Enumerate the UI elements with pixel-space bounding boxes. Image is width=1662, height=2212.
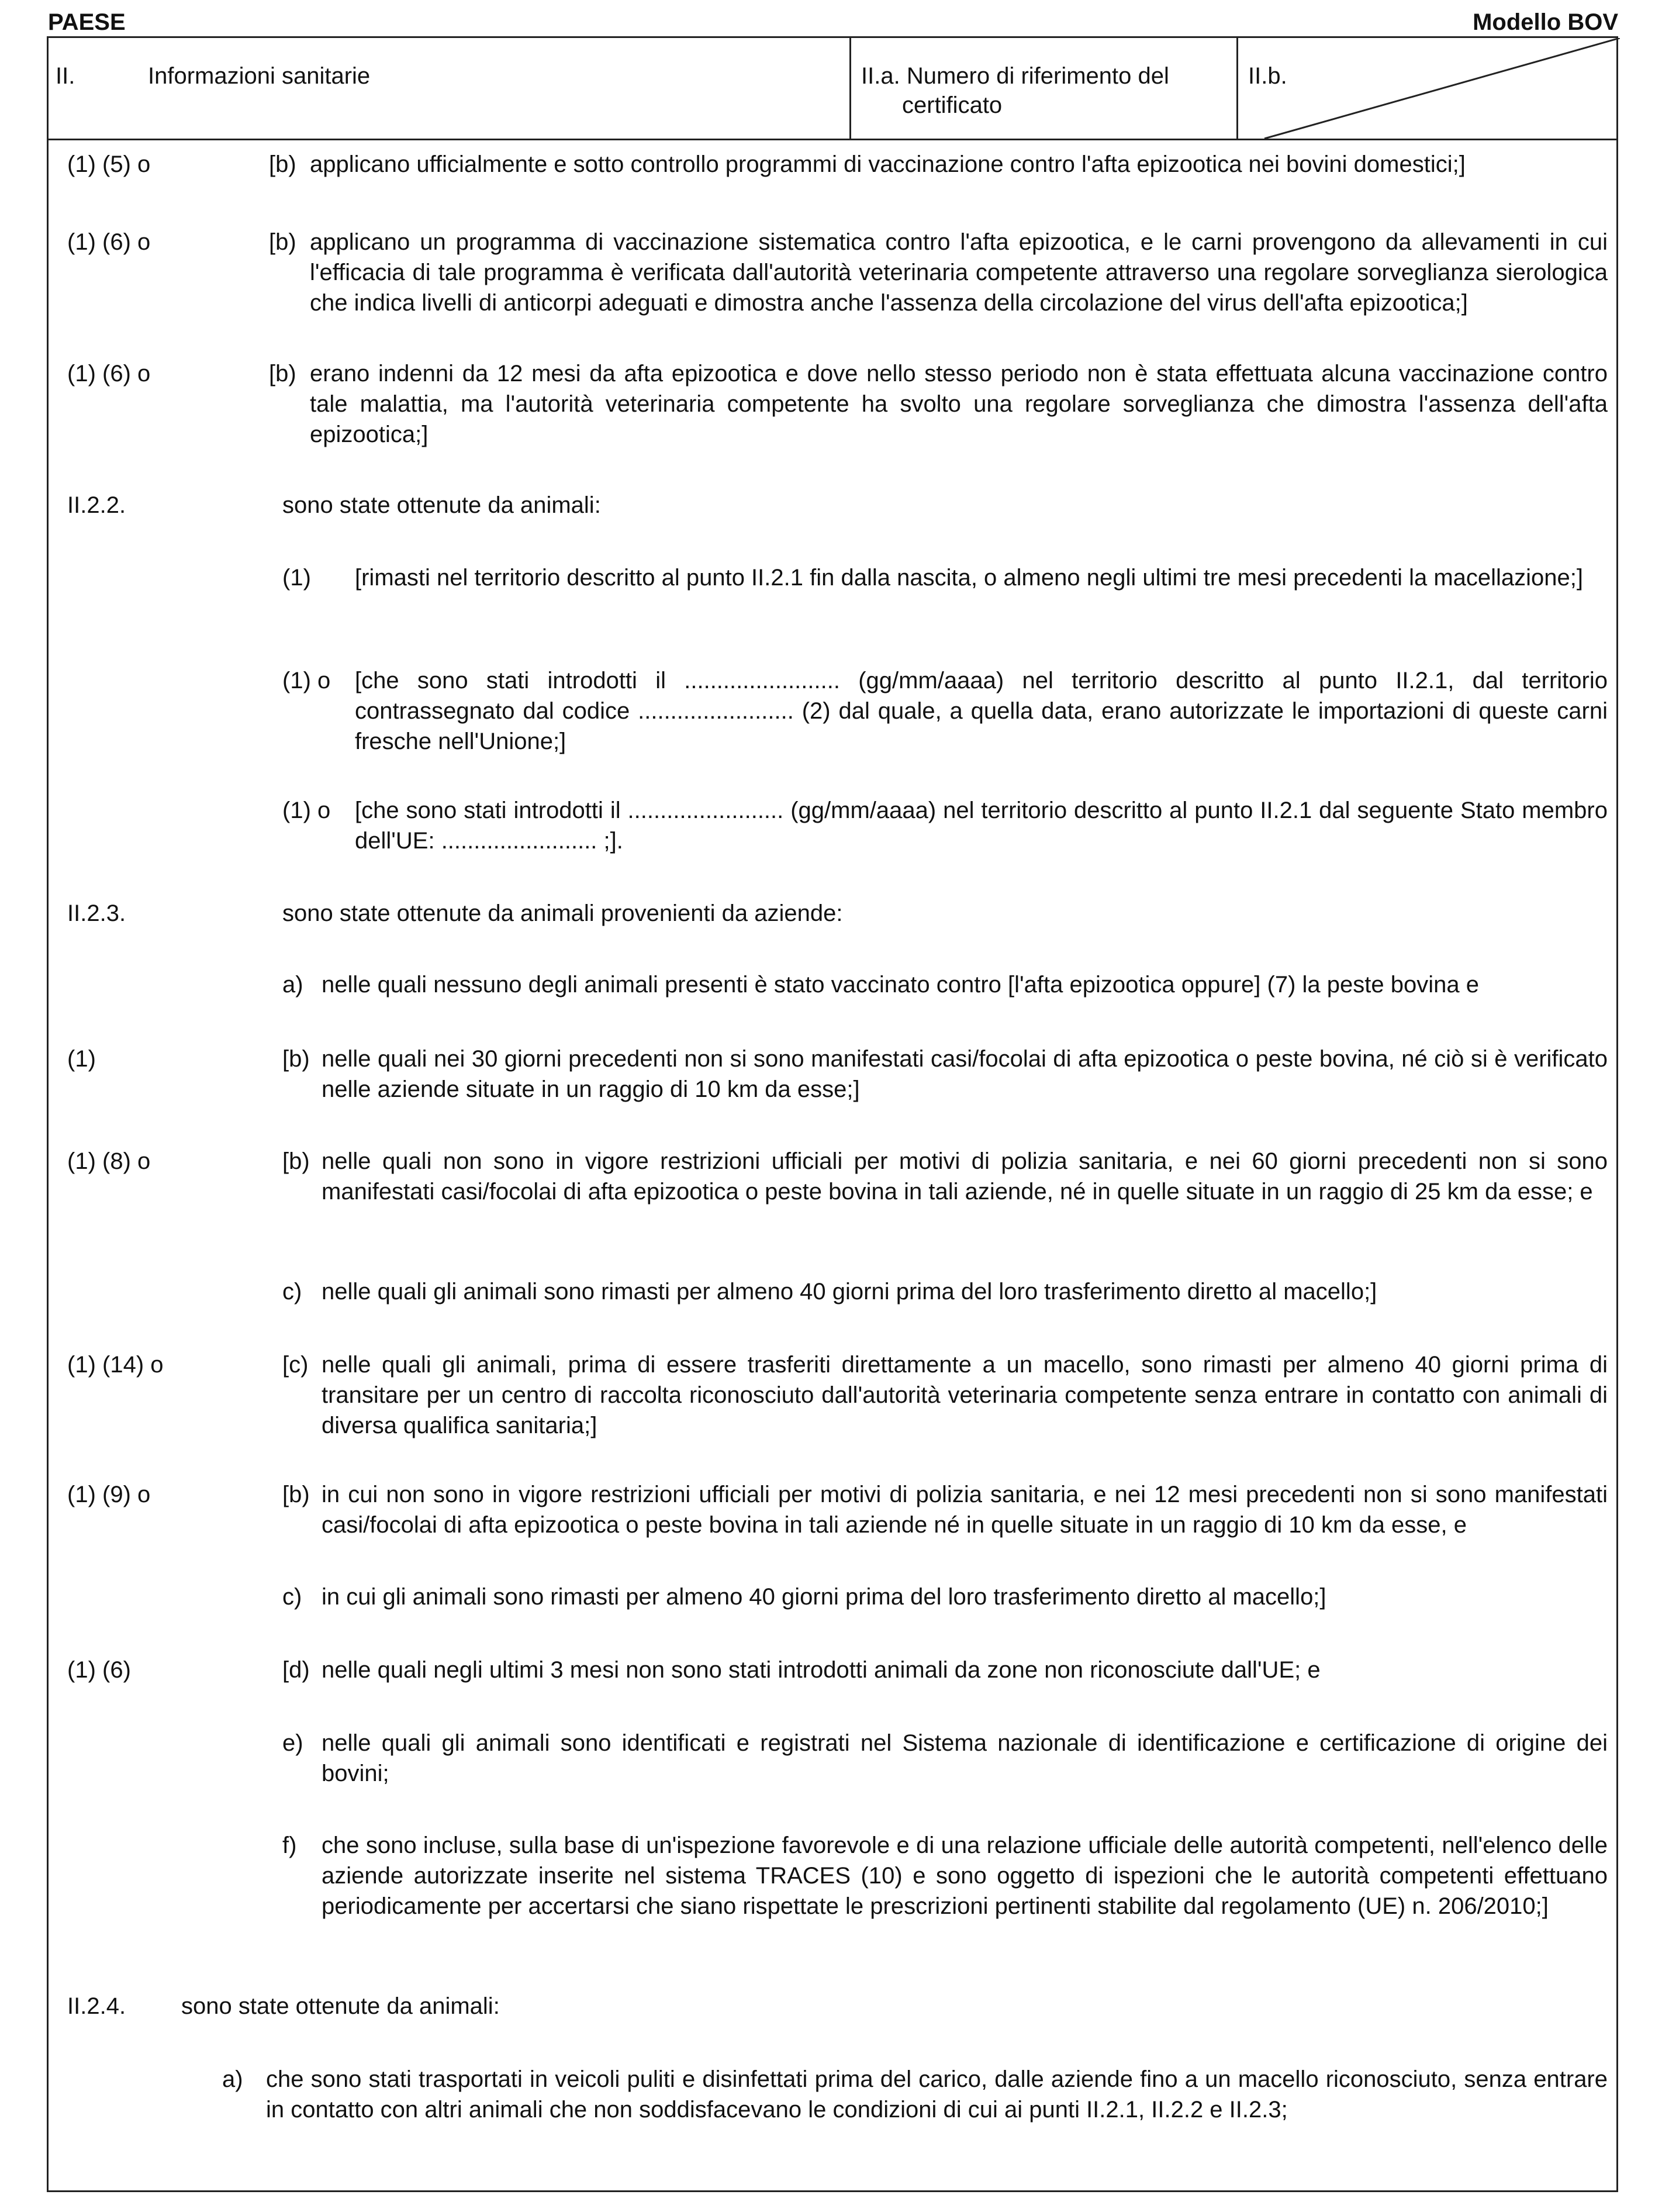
item-text: in cui non sono in vigore restrizioni ufficiali per motivi di polizia sanitaria, e nei 12 mesi precedenti non si sono manifestati casi/focolai di afta epizootica o peste bovina in tali aziende né in quelle situate in un raggio di 10 km da esse, e bbox=[322, 1482, 1608, 1538]
item-text: [che sono stati introdotti il ........................ (gg/mm/aaaa) nel territorio descritto al punto II.2.1, dal territorio contrassegnato dal codice ........................ (2) dal quale, a quella data, erano autorizzate le importazioni di queste carni fresche nell'Unione;] bbox=[355, 668, 1608, 754]
item-text: applicano ufficialmente e sotto controllo programmi di vaccinazione contro l'afta epizootica nei bovini domestici;] bbox=[310, 151, 1466, 177]
item-tag: [c) bbox=[282, 1352, 309, 1378]
model-label: Modello BOV bbox=[1473, 9, 1618, 35]
item-tag: c) bbox=[282, 1584, 302, 1610]
section-text: sono state ottenute da animali: bbox=[181, 1993, 500, 2019]
item-text: [rimasti nel territorio descritto al punto II.2.1 fin dalla nascita, o almeno negli ultimi tre mesi precedenti la macellazione;] bbox=[355, 565, 1583, 591]
item-text: erano indenni da 12 mesi da afta epizootica e dove nello stesso periodo non è stata effettuata alcuna vaccinazione contro tale malattia, ma l'autorità veterinaria competente ha svolto una regolare sorveglianza che dimostra l'assenza dell'afta epizootica;] bbox=[310, 361, 1608, 447]
footnote-ref: (1) o bbox=[282, 798, 331, 823]
item-tag: [b) bbox=[282, 1046, 310, 1072]
footnote-ref: (1) bbox=[282, 565, 311, 591]
item-tag: [b) bbox=[269, 361, 296, 387]
footnote-ref: (1) (6) bbox=[67, 1657, 131, 1683]
item-tag: e) bbox=[282, 1730, 303, 1756]
item-tag: a) bbox=[282, 972, 303, 998]
section-header bbox=[49, 38, 1616, 140]
section-title: Informazioni sanitarie bbox=[148, 63, 371, 89]
section-text: sono state ottenute da animali: bbox=[282, 492, 601, 518]
footnote-ref: (1) (14) o bbox=[67, 1352, 164, 1378]
item-tag: [b) bbox=[282, 1148, 310, 1174]
item-text: in cui gli animali sono rimasti per almeno 40 giorni prima del loro trasferimento diretto al macello;] bbox=[322, 1584, 1326, 1610]
item-text: applicano un programma di vaccinazione sistematica contro l'afta epizootica, e le carni provengono da allevamenti in cui l'efficacia di tale programma è verificata dall'autorità veterinaria competente attraverso una regolare sorveglianza sierologica che indica livelli di anticorpi adeguati e dimostra anche l'assenza della circolazione del virus dell'afta epizootica;] bbox=[310, 229, 1608, 316]
iib-label: II.b. bbox=[1248, 63, 1287, 89]
footnote-ref: (1) (6) o bbox=[67, 361, 151, 387]
item-text: nelle quali gli animali sono rimasti per almeno 40 giorni prima del loro trasferimento diretto al macello;] bbox=[322, 1279, 1377, 1305]
item-text: nelle quali nei 30 giorni precedenti non si sono manifestati casi/focolai di afta epizootica o peste bovina, né ciò si è verificato nelle aziende situate in un raggio di 10 km da esse;] bbox=[322, 1046, 1608, 1102]
ref-label-line-2: certificato bbox=[902, 92, 1003, 118]
item-text: nelle quali gli animali, prima di essere trasferiti direttamente a un macello, sono rimasti per almeno 40 giorni prima di transitare per un centro di raccolta riconosciuto dall'autorità veterinaria competente senza entrare in contatto con animali di diversa qualifica sanitaria;] bbox=[322, 1352, 1608, 1438]
ref-label-line-1: II.a. Numero di riferimento del bbox=[861, 63, 1169, 89]
footnote-ref: (1) (8) o bbox=[67, 1148, 151, 1174]
item-tag: a) bbox=[222, 2066, 243, 2092]
item-text: che sono incluse, sulla base di un'ispezione favorevole e di una relazione ufficiale delle autorità competenti, nell'elenco delle aziende autorizzate inserite nel sistema TRACES (10) e sono oggetto di ispezioni che le autorità competenti effettuano periodicamente per accertarsi che siano rispettate le prescrizioni pertinenti stabilite dal regolamento (UE) n. 206/2010;] bbox=[322, 1833, 1608, 1919]
item-text: nelle quali nessuno degli animali presenti è stato vaccinato contro [l'afta epizootica oppure] (7) la peste bovina e bbox=[322, 972, 1479, 998]
item-tag: [d) bbox=[282, 1657, 310, 1683]
item-text: nelle quali non sono in vigore restrizioni ufficiali per motivi di polizia sanitaria, e nei 60 giorni precedenti non si sono manifestati casi/focolai di afta epizootica o peste bovina in tali aziende, né in quelle situate in un raggio di 25 km da esse; e bbox=[322, 1148, 1608, 1205]
footnote-ref: (1) (5) o bbox=[67, 151, 151, 177]
item-tag: [b) bbox=[282, 1482, 310, 1507]
item-text: che sono stati trasportati in veicoli puliti e disinfettati prima del carico, dalle aziende fino a un macello riconosciuto, senza entrare in contatto con altri animali che non soddisfacevano le condizioni di cui ai punti II.2.1, II.2.2 e II.2.3; bbox=[266, 2066, 1608, 2123]
section-ref: II.2.2. bbox=[67, 492, 126, 518]
section-ref: II.2.4. bbox=[67, 1993, 126, 2019]
footnote-ref: (1) (9) o bbox=[67, 1482, 151, 1507]
diagonal-line bbox=[49, 38, 1620, 139]
footnote-ref: (1) o bbox=[282, 668, 331, 693]
item-tag: c) bbox=[282, 1279, 302, 1305]
item-tag: f) bbox=[282, 1833, 297, 1858]
item-text: nelle quali negli ultimi 3 mesi non sono stati introdotti animali da zone non riconosciute dall'UE; e bbox=[322, 1657, 1321, 1683]
footnote-ref: (1) (6) o bbox=[67, 229, 151, 255]
item-tag: [b) bbox=[269, 229, 296, 255]
item-text: [che sono stati introdotti il ........................ (gg/mm/aaaa) nel territorio descritto al punto II.2.1 dal seguente Stato membro dell'UE: ........................ ;]. bbox=[355, 798, 1608, 854]
item-tag: [b) bbox=[269, 151, 296, 177]
country-label: PAESE bbox=[48, 9, 126, 35]
section-number: II. bbox=[56, 63, 75, 89]
item-text: nelle quali gli animali sono identificati e registrati nel Sistema nazionale di identificazione e certificazione di origine dei bovini; bbox=[322, 1730, 1608, 1786]
footnote-ref: (1) bbox=[67, 1046, 96, 1072]
section-text: sono state ottenute da animali provenienti da aziende: bbox=[282, 900, 843, 926]
section-ref: II.2.3. bbox=[67, 900, 126, 926]
